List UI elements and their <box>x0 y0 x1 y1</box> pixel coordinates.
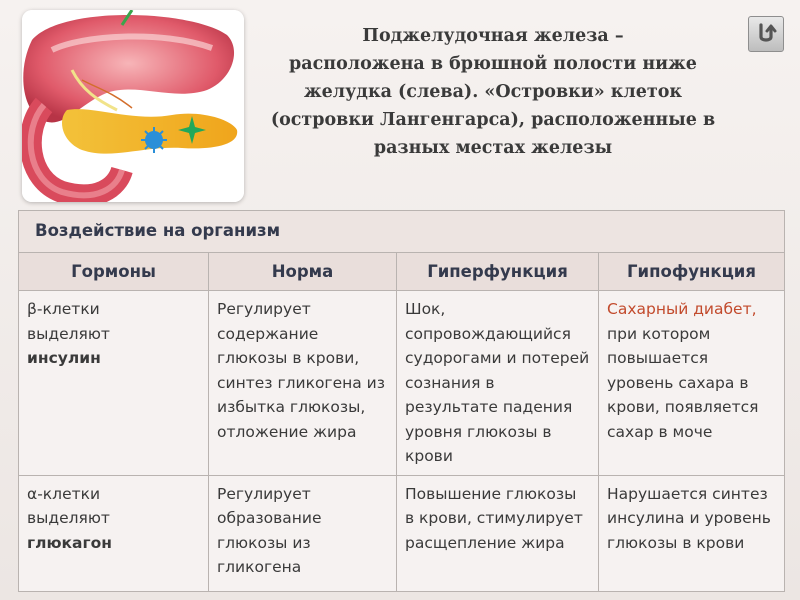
hypofunction-text: при котором повышается уровень сахара в крови, появляется сахар в моче <box>607 324 759 441</box>
hormone-name: глюкагон <box>27 533 112 552</box>
hormone-cells-label: β-клетки <box>27 300 100 318</box>
hormone-secrete-label: выделяют <box>27 324 110 343</box>
return-arrow-icon <box>754 22 778 46</box>
column-header-norm: Норма <box>209 253 397 291</box>
table-row <box>19 475 785 591</box>
table-row <box>19 291 785 476</box>
return-button[interactable] <box>748 16 784 52</box>
disease-name: Сахарный диабет, <box>607 300 757 318</box>
pancreas-illustration <box>22 10 244 202</box>
column-header-hyperfunction: Гиперфункция <box>397 253 599 291</box>
column-header-hypofunction: Гипофункция <box>599 253 785 291</box>
hormones-table-container <box>18 210 784 592</box>
table-caption: Воздействие на организм <box>19 211 785 253</box>
hormone-cell <box>19 291 209 476</box>
hyperfunction-cell: Шок, сопровождающийся судорогами и потерей сознания в результате падения уровня глюкозы в крови <box>397 291 599 476</box>
slide-title: Поджелудочная железа – расположена в брюшной полости ниже желудка (слева). «Островки» клеток (островки Лангенгарса), расположенные в разных местах железы <box>270 26 716 158</box>
hypofunction-cell <box>599 291 785 476</box>
hormone-cell <box>19 475 209 591</box>
column-header-hormones: Гормоны <box>19 253 209 291</box>
hormone-name: инсулин <box>27 349 101 367</box>
hormones-table <box>18 210 785 592</box>
hypofunction-cell: Нарушается синтез инсулина и уровень глюкозы в крови <box>599 475 785 591</box>
norm-cell: Регулирует образование глюкозы из гликогена <box>209 475 397 591</box>
hormone-secrete-label: выделяют <box>27 509 110 527</box>
hormone-cells-label: α-клетки <box>27 484 101 503</box>
norm-cell: Регулирует содержание глюкозы в крови, синтез гликогена из избытка глюкозы, отложение жира <box>209 291 397 476</box>
hyperfunction-cell: Повышение глюкозы в крови, стимулирует расщепление жира <box>397 475 599 591</box>
